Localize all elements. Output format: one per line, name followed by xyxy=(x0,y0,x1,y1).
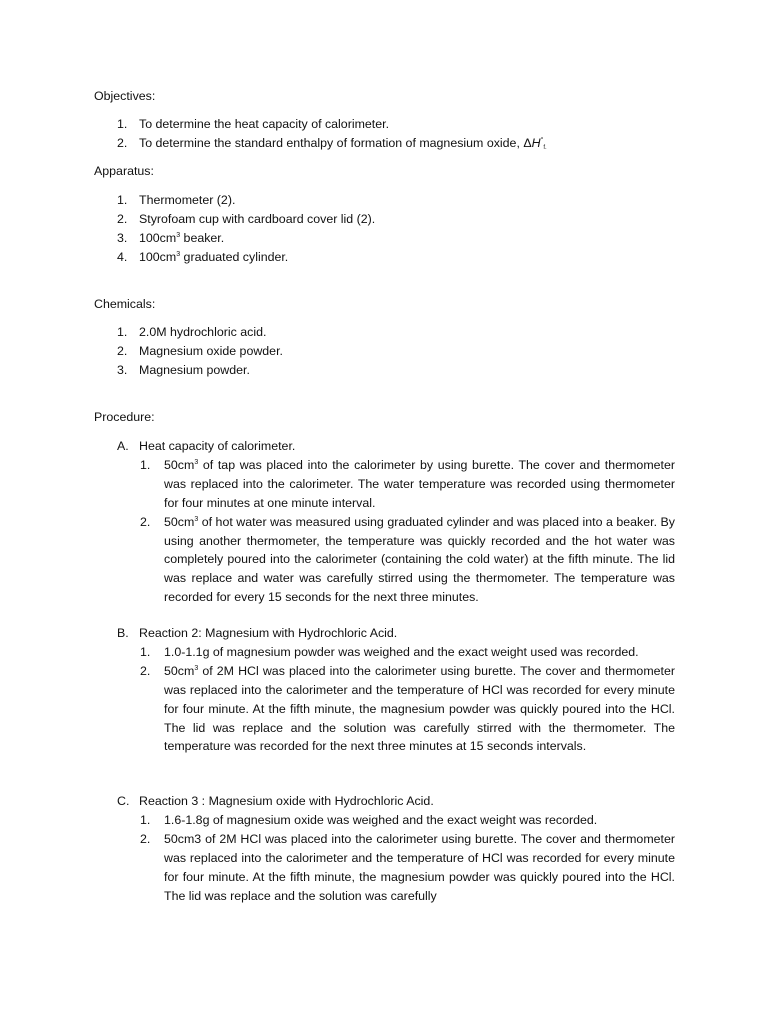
procedure-section-b xyxy=(117,624,675,756)
procedure-step: 1. 1.0-1.1g of magnesium powder was weighed and the exact weight used was recorded. xyxy=(140,644,639,659)
procedure-steps xyxy=(117,811,675,906)
apparatus-item: 3. $100cm^3$ beaker. xyxy=(117,230,225,245)
procedure-step: 2. $50cm^3$ of 2M HCl was placed into the calorimeter using burette. The cover and thermometer was replaced into the calorimeter and the temperature of HCl was recorded for every minute for four minute. At the fifth minute, the magnesium powder was quickly poured into the HCl. The lid was replace and the solution was carefully stirred with the thermometer. The temperature was recorded for the next three minutes at 15 seconds intervals. xyxy=(140,663,675,754)
chemical-item: 3. Magnesium powder. xyxy=(117,362,250,377)
apparatus-item: 2. Styrofoam cup with cardboard cover lid (2). xyxy=(117,211,376,226)
apparatus-heading: Apparatus: xyxy=(94,164,154,178)
objective-item: 1. To determine the heat capacity of calorimeter. xyxy=(117,117,390,131)
chemical-item: 2. Magnesium oxide powder. xyxy=(117,343,283,358)
section-title: B. Reaction 2: Magnesium with Hydrochloric Acid. xyxy=(117,626,398,640)
chemicals-heading: Chemicals: xyxy=(94,297,156,311)
chemical-item: 1. 2.0M hydrochloric acid. xyxy=(117,325,267,339)
section-title: A. Heat capacity of calorimeter. xyxy=(117,439,296,453)
procedure-step: 1. $50cm^3$ of tap was placed into the calorimeter by using burette. The cover and thermometer was replaced into the calorimeter. The water temperature was recorded using thermometer for four minutes at one minute interval. xyxy=(140,457,675,510)
procedure-heading: Procedure: xyxy=(94,410,155,424)
objectives-list xyxy=(117,115,675,153)
objectives-heading: Objectives: xyxy=(94,89,156,103)
apparatus-item: 1. Thermometer (2). xyxy=(117,193,236,207)
procedure-section-a xyxy=(117,437,675,607)
chemicals-list xyxy=(117,323,675,380)
procedure-step: 2. $50cm^3$ of hot water was measured using graduated cylinder and was placed into a beaker. By using another thermometer, the temperature was quickly recorded and the hot water was completely poured into the calorimeter (containing the cold water) at the fifth minute. The lid was replace and water was carefully stirred using the thermometer. The temperature was recorded for every 15 seconds for the next three minutes. xyxy=(140,514,675,605)
section-title: C. Reaction 3 : Magnesium oxide with Hydrochloric Acid. xyxy=(117,794,434,808)
procedure-step: 2. 50cm3 of 2M HCl was placed into the calorimeter using burette. The cover and thermometer was replaced into the calorimeter and the temperature of HCl was recorded for every minute for four minute. At the fifth minute, the magnesium powder was quickly poured into the HCl. The lid was replace and the solution was carefully xyxy=(140,831,675,903)
apparatus-item: 4. $100cm^3$ graduated cylinder. xyxy=(117,249,289,264)
objective-item: 2. To determine the standard enthalpy of formation of magnesium oxide, $\Delta H^\circ_{f.}$ xyxy=(117,135,547,151)
procedure-section-c xyxy=(117,792,675,905)
procedure-step: 1. 1.6-1.8g of magnesium oxide was weighed and the exact weight was recorded. xyxy=(140,812,598,827)
apparatus-list xyxy=(117,191,675,267)
procedure-steps xyxy=(117,456,675,607)
procedure-steps xyxy=(117,643,675,756)
